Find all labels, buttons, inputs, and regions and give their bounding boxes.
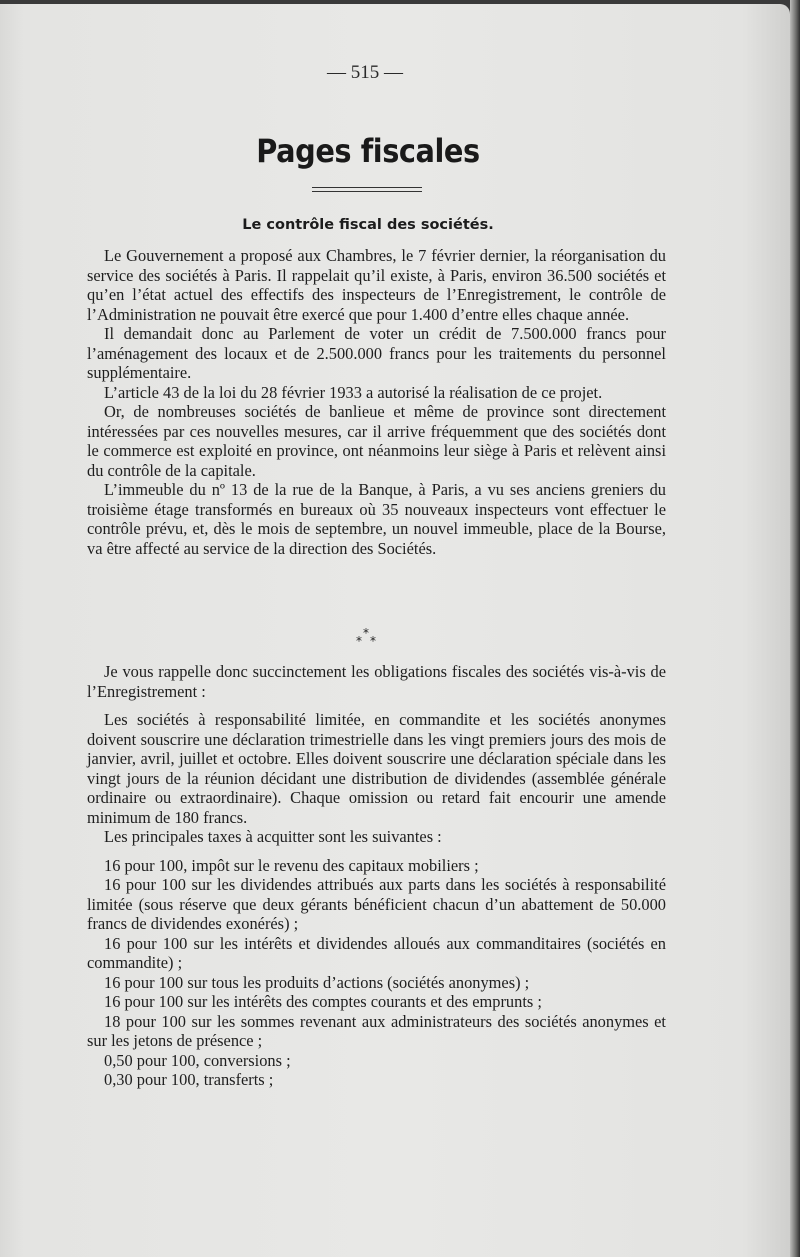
tax-item: 16 pour 100 sur les dividendes attribués aux parts dans les sociétés à responsabilité limitée (sous réserve que deux gérants bénéficient chacun d’un abattement de 50.000 francs de dividendes exonérés) ; — [87, 875, 666, 933]
tax-item: 0,30 pour 100, transferts ; — [104, 1070, 274, 1089]
tax-item: 16 pour 100 sur les intérêts des comptes courants et des emprunts ; — [104, 992, 542, 1011]
tax-item: 16 pour 100 sur tous les produits d’actions (sociétés anonymes) ; — [104, 972, 530, 992]
tax-item: 16 pour 100 sur les intérêts et dividendes alloués aux commanditaires (sociétés en commandite) ; — [87, 933, 666, 972]
paragraph: Les sociétés à responsabilité limitée, en commandite et les sociétés anonymes doivent souscrire une déclaration trimestrielle dans les vingt premiers jours des mois de janvier, avril, juillet et octobre. Elles doivent souscrire une déclaration spéciale dans les vingt jours de la réunion décidant une distribution de dividendes (assemblée générale ordinaire ou extraordinaire). Chaque omission ou retard fait encourir une amende minimum de 180 francs. — [87, 710, 666, 827]
paragraph: Les principales taxes à acquitter sont les suivantes : — [104, 827, 442, 846]
title-underline-rule — [312, 187, 422, 192]
paragraph: L’article 43 de la loi du 28 février 1933 a autorisé la réalisation de ce projet. — [104, 382, 603, 402]
page-title: Pages fiscales — [256, 132, 480, 170]
body-text-part1 — [87, 246, 666, 558]
asterism-star: * — [356, 634, 362, 648]
tax-item: 18 pour 100 sur les sommes revenant aux administrateurs des sociétés anonymes et sur les jetons de présence ; — [87, 1011, 666, 1050]
document-page — [0, 4, 790, 1257]
tax-item: 16 pour 100, impôt sur le revenu des capitaux mobiliers ; — [104, 855, 479, 875]
asterism-star: * — [363, 626, 369, 640]
paragraph: Or, de nombreuses sociétés de banlieue et même de province sont directement intéressées par ces nouvelles mesures, car il arrive fréquemment que des sociétés dont le commerce est exploité en province, ont néanmoins leur siège à Paris et relèvent ainsi du contrôle de la capitale. — [87, 402, 666, 480]
paragraph: Je vous rappelle donc succinctement les obligations fiscales des sociétés vis-à-vis de l’Enregistrement : — [87, 662, 666, 701]
paragraph: Le Gouvernement a proposé aux Chambres, le 7 février dernier, la réorganisation du service des sociétés à Paris. Il rappelait qu’il existe, à Paris, environ 36.500 sociétés et qu’en l’état actuel des effectifs des inspecteurs de l’Enregistrement, le contrôle de l’Administration ne pouvait être exercé que pour 1.400 d’entre elles chaque année. — [87, 246, 666, 324]
asterism-star: * — [370, 634, 376, 648]
paragraph: L’immeuble du nº 13 de la rue de la Banque, à Paris, a vu ses anciens greniers du troisième étage transformés en bureaux où 35 nouveaux inspecteurs vont effectuer le contrôle prévu, et, dès le mois de septembre, un nouvel immeuble, place de la Bourse, va être affecté au service de la direction des Sociétés. — [87, 480, 666, 558]
page-number: — 515 — — [327, 62, 403, 83]
section-heading: Le contrôle fiscal des sociétés. — [242, 217, 494, 233]
body-text-part2 — [87, 662, 666, 1090]
book-page-edge — [790, 0, 800, 1257]
paragraph: Il demandait donc au Parlement de voter un crédit de 7.500.000 francs pour l’aménagement des locaux et de 2.500.000 francs pour les traitements du personnel supplémentaire. — [87, 324, 666, 382]
asterism-separator — [353, 626, 383, 650]
tax-item: 0,50 pour 100, conversions ; — [104, 1050, 291, 1070]
